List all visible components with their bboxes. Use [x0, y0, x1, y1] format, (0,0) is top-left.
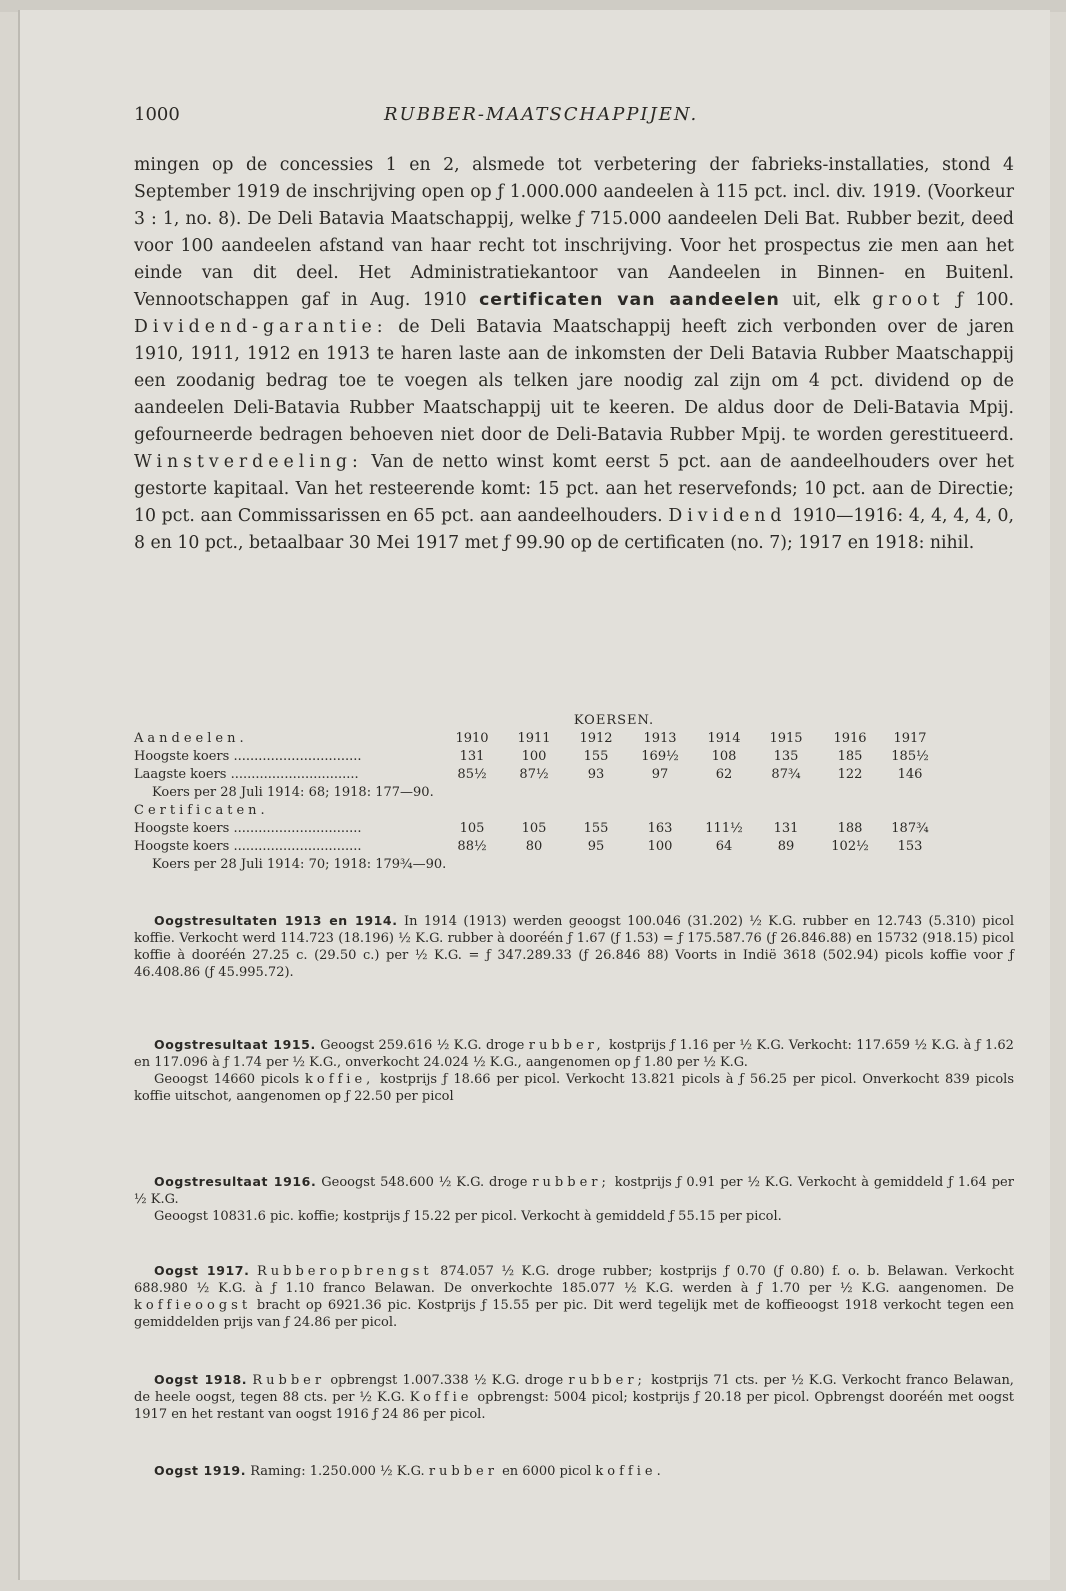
- value-cell: 105: [459, 821, 485, 836]
- text-run: opbrengst: 5004 picol; kostprijs ƒ 20.18 per picol. Opbrengst dooréén met oogst 1917 en het restant van oogst 1916 ƒ 24 86 per picol.: [134, 1390, 1014, 1422]
- text-run: uit, elk: [792, 290, 860, 310]
- main-text: [134, 152, 1014, 557]
- value-cell: 122: [837, 767, 863, 782]
- koersen-table: [134, 712, 1014, 874]
- oogst-1913-section: [134, 912, 1014, 981]
- value-cell: 187¾: [891, 821, 929, 836]
- spaced-term: Koffie: [409, 1390, 473, 1405]
- text-run: 1910—1916: 4, 4, 4, 4, 0, 8 en 10 pct., betaalbaar 30 Mei 1917 met ƒ 99.90 op de certificaten (no. 7); 1917 en 1918: nihil.: [134, 506, 1014, 553]
- paragraph: [134, 912, 1014, 981]
- spaced-term: rubber;: [532, 1175, 610, 1190]
- value-cell: 93: [587, 767, 605, 782]
- value-cell: 85½: [457, 767, 487, 782]
- value-cell: 100: [647, 839, 673, 854]
- paragraph: [134, 1462, 1014, 1480]
- row-label: Hoogste koers ...............................: [134, 749, 362, 764]
- value-cell: 108: [711, 749, 737, 764]
- table-row: [134, 748, 1014, 766]
- text-run: In 1914 (1913) werden geoogst 100.046 (31.202) ½ K.G. rubber en 12.743 (5.310) picol koffie. Verkocht werd 114.723 (18.196) ½ K.G. rubber à dooréén ƒ 1.67 (ƒ 1.53) = ƒ 175.587.76 (ƒ 26.846.88) en 15732 (918.15) picol koffie à dooréén 27.25 c. (29.50 c.) per ½ K.G. = ƒ 347.289.33 (ƒ 26.846 88) Voorts in Indië 3618 (502.94) picols koffie voor ƒ 46.408.86 (ƒ 45.995.72).: [134, 914, 1014, 980]
- year-cell: 1915: [769, 731, 803, 746]
- section-certificaten: Certificaten.: [134, 803, 269, 818]
- year-cell: 1914: [707, 731, 741, 746]
- value-cell: 131: [773, 821, 799, 836]
- value-cell: 185: [837, 749, 863, 764]
- year-header-row: [134, 730, 1014, 748]
- text-run: Geoogst 259.616 ½ K.G. droge: [320, 1038, 525, 1053]
- text-run: Geoogst 548.600 ½ K.G. droge: [321, 1175, 528, 1190]
- bold-term: certificaten van aandeelen: [479, 290, 780, 310]
- section-heading: Oogstresultaat 1915.: [154, 1037, 316, 1052]
- oogst-1918-section: [134, 1371, 1014, 1423]
- text-run: kostprijs 71 cts. per ½ K.G. Verkocht franco Belawan, de heele oogst, tegen 88 cts. per ½ K.G.: [134, 1373, 1014, 1405]
- value-cell: 97: [651, 767, 669, 782]
- row-label: Hoogste koers ...............................: [134, 839, 362, 854]
- value-cell: 131: [459, 749, 485, 764]
- value-cell: 80: [525, 839, 543, 854]
- text-run: de Deli Batavia Maatschappij heeft zich verbonden over de jaren 1910, 1911, 1912 en 1913 te haren laste aan de inkomsten der Deli Batavia Rubber Maatschappij een zoodanig bedrag toe te voegen als telken jare noodig zal zijn om 4 pct. dividend op de aandeelen Deli-Batavia Rubber Maatschappij uit te keeren. De aldus door de Deli-Batavia Mpij. gefourneerde bedragen behoeven niet door de Deli-Batavia Rubber Mpij. te worden gerestitueerd.: [134, 317, 1015, 445]
- text-run: mingen op de concessies 1 en 2, alsmede tot verbetering der fabrieks-installaties, stond 4 September 1919 de inschrijving open op ƒ 1.000.000 aandeelen à 115 pct. incl. div. 1919. (Voorkeur 3 : 1, no. 8). De Deli Batavia Maatschappij, welke ƒ 715.000 aandeelen Deli Bat. Rubber bezit, deed voor 100 aandeelen afstand van haar recht tot inschrijving. Voor het prospectus zie men aan het einde van dit deel. Het Administratiekantoor van Aandeelen in Binnen- en Buitenl. Vennootschappen gaf in Aug. 1910: [134, 155, 1014, 310]
- paragraph: [134, 1173, 1014, 1208]
- text-run: Geoogst 14660 picols: [154, 1072, 300, 1087]
- koersen-title: KOERSEN.: [573, 713, 655, 728]
- spaced-term: koffie,: [304, 1072, 375, 1087]
- paragraph: [134, 1371, 1014, 1423]
- koers-note: Koers per 28 Juli 1914: 68; 1918: 177—90.: [152, 785, 434, 800]
- spaced-term: Winstverdeeling:: [134, 452, 363, 472]
- value-cell: 95: [587, 839, 605, 854]
- value-cell: 87¾: [771, 767, 801, 782]
- value-cell: 88½: [457, 839, 487, 854]
- text-run: kostprijs ƒ 1.16 per ½ K.G. Verkocht: 117.659 ½ K.G. à ƒ 1.62 en 117.096 à ƒ 1.74 per ½ K.G., onverkocht 24.024 ½ K.G., aangenomen op ƒ 1.80 per ½ K.G.: [134, 1038, 1014, 1070]
- spaced-term: Dividend: [668, 506, 787, 526]
- value-cell: 64: [715, 839, 733, 854]
- spaced-term: rubber: [428, 1464, 498, 1479]
- paragraph: [134, 1262, 1014, 1331]
- section-heading: Oogstresultaten 1913 en 1914.: [154, 913, 398, 928]
- value-cell: 102½: [831, 839, 869, 854]
- spaced-term: koffie.: [595, 1464, 665, 1479]
- year-cell: 1916: [833, 731, 867, 746]
- value-cell: 185½: [891, 749, 929, 764]
- oogst-1919-section: [134, 1462, 1014, 1480]
- text-run: bracht op 6921.36 pic. Kostprijs ƒ 15.55 per pic. Dit werd tegelijk met de koffieoogst 1918 verkocht tegen een gemiddelden prijs van ƒ 24.86 per picol.: [134, 1298, 1014, 1330]
- paragraph-1: [134, 152, 1014, 557]
- text-run: Van de netto winst komt eerst 5 pct. aan de aandeelhouders over het gestorte kapitaal. Van het resteerende komt: 15 pct. aan het reservefonds; 10 pct. aan de Directie; 10 pct. aan Commissarissen en 65 pct. aan aandeelhouders.: [134, 452, 1015, 526]
- text-run: 874.057 ½ K.G. droge rubber; kostprijs ƒ 0.70 (ƒ 0.80) f. o. b. Belawan. Verkocht 688.980 ½ K.G. à ƒ 1.10 franco Belawan. De onverkochte 185.077 ½ K.G. werden à ƒ 1.70 per ½ K.G. aangenomen. De: [134, 1264, 1014, 1296]
- paragraph: [134, 1208, 1014, 1225]
- table-row: [134, 766, 1014, 784]
- oogst-1916-section: [134, 1173, 1014, 1225]
- value-cell: 62: [715, 767, 733, 782]
- spaced-term: koffieoogst: [134, 1298, 252, 1313]
- spaced-term: Rubberopbrengst: [256, 1264, 433, 1279]
- value-cell: 155: [583, 821, 609, 836]
- text-run: en 6000 picol: [502, 1464, 592, 1479]
- table-row: [134, 838, 1014, 856]
- text-run: Geoogst 10831.6 pic. koffie; kostprijs ƒ 15.22 per picol. Verkocht à gemiddeld ƒ 55.15 per picol.: [154, 1209, 782, 1224]
- value-cell: 87½: [519, 767, 549, 782]
- value-cell: 153: [897, 839, 923, 854]
- year-cell: 1911: [517, 731, 551, 746]
- value-cell: 89: [777, 839, 795, 854]
- section-heading: Oogstresultaat 1916.: [154, 1174, 317, 1189]
- value-cell: 169½: [641, 749, 679, 764]
- page-number: 1000: [134, 104, 180, 125]
- row-label: Hoogste koers ...............................: [134, 821, 362, 836]
- section-aandeelen: Aandeelen.: [134, 731, 248, 746]
- table-row: [134, 820, 1014, 838]
- value-cell: 100: [521, 749, 547, 764]
- text-run: Raming: 1.250.000 ½ K.G.: [250, 1464, 425, 1479]
- spaced-term: rubber;: [568, 1373, 646, 1388]
- value-cell: 111½: [705, 821, 743, 836]
- section-heading: Oogst 1917.: [154, 1263, 250, 1278]
- running-title: RUBBER-MAATSCHAPPIJEN.: [384, 104, 699, 125]
- text-run: ƒ 100.: [956, 290, 1015, 310]
- text-run: kostprijs ƒ 18.66 per picol. Verkocht 13.821 picols à ƒ 56.25 per picol. Onverkocht 839 picols koffie uitschot, aangenomen op ƒ 22.50 per picol: [134, 1072, 1014, 1104]
- spaced-term: rubber,: [528, 1038, 605, 1053]
- oogst-1917-section: [134, 1262, 1014, 1331]
- year-cell: 1910: [455, 731, 489, 746]
- value-cell: 188: [837, 821, 863, 836]
- value-cell: 105: [521, 821, 547, 836]
- year-cell: 1913: [643, 731, 677, 746]
- text-run: opbrengst 1.007.338 ½ K.G. droge: [330, 1373, 564, 1388]
- section-heading: Oogst 1919.: [154, 1463, 247, 1478]
- spaced-term: Rubber: [252, 1373, 326, 1388]
- spaced-term: groot: [872, 290, 945, 310]
- koers-note: Koers per 28 Juli 1914: 70; 1918: 179¾—90.: [152, 857, 447, 872]
- page-header: [134, 104, 1014, 134]
- oogst-1915-section: [134, 1036, 1014, 1105]
- value-cell: 146: [897, 767, 923, 782]
- row-label: Laagste koers ...............................: [134, 767, 359, 782]
- value-cell: 135: [773, 749, 799, 764]
- value-cell: 155: [583, 749, 609, 764]
- text-run: kostprijs ƒ 0.91 per ½ K.G. Verkocht à gemiddeld ƒ 1.64 per ½ K.G.: [134, 1175, 1014, 1207]
- year-cell: 1912: [579, 731, 613, 746]
- year-cell: 1917: [893, 731, 927, 746]
- spaced-term: Dividend-garantie:: [134, 317, 388, 337]
- section-heading: Oogst 1918.: [154, 1372, 248, 1387]
- paragraph: [134, 1036, 1014, 1071]
- value-cell: 163: [647, 821, 673, 836]
- paragraph: [134, 1071, 1014, 1105]
